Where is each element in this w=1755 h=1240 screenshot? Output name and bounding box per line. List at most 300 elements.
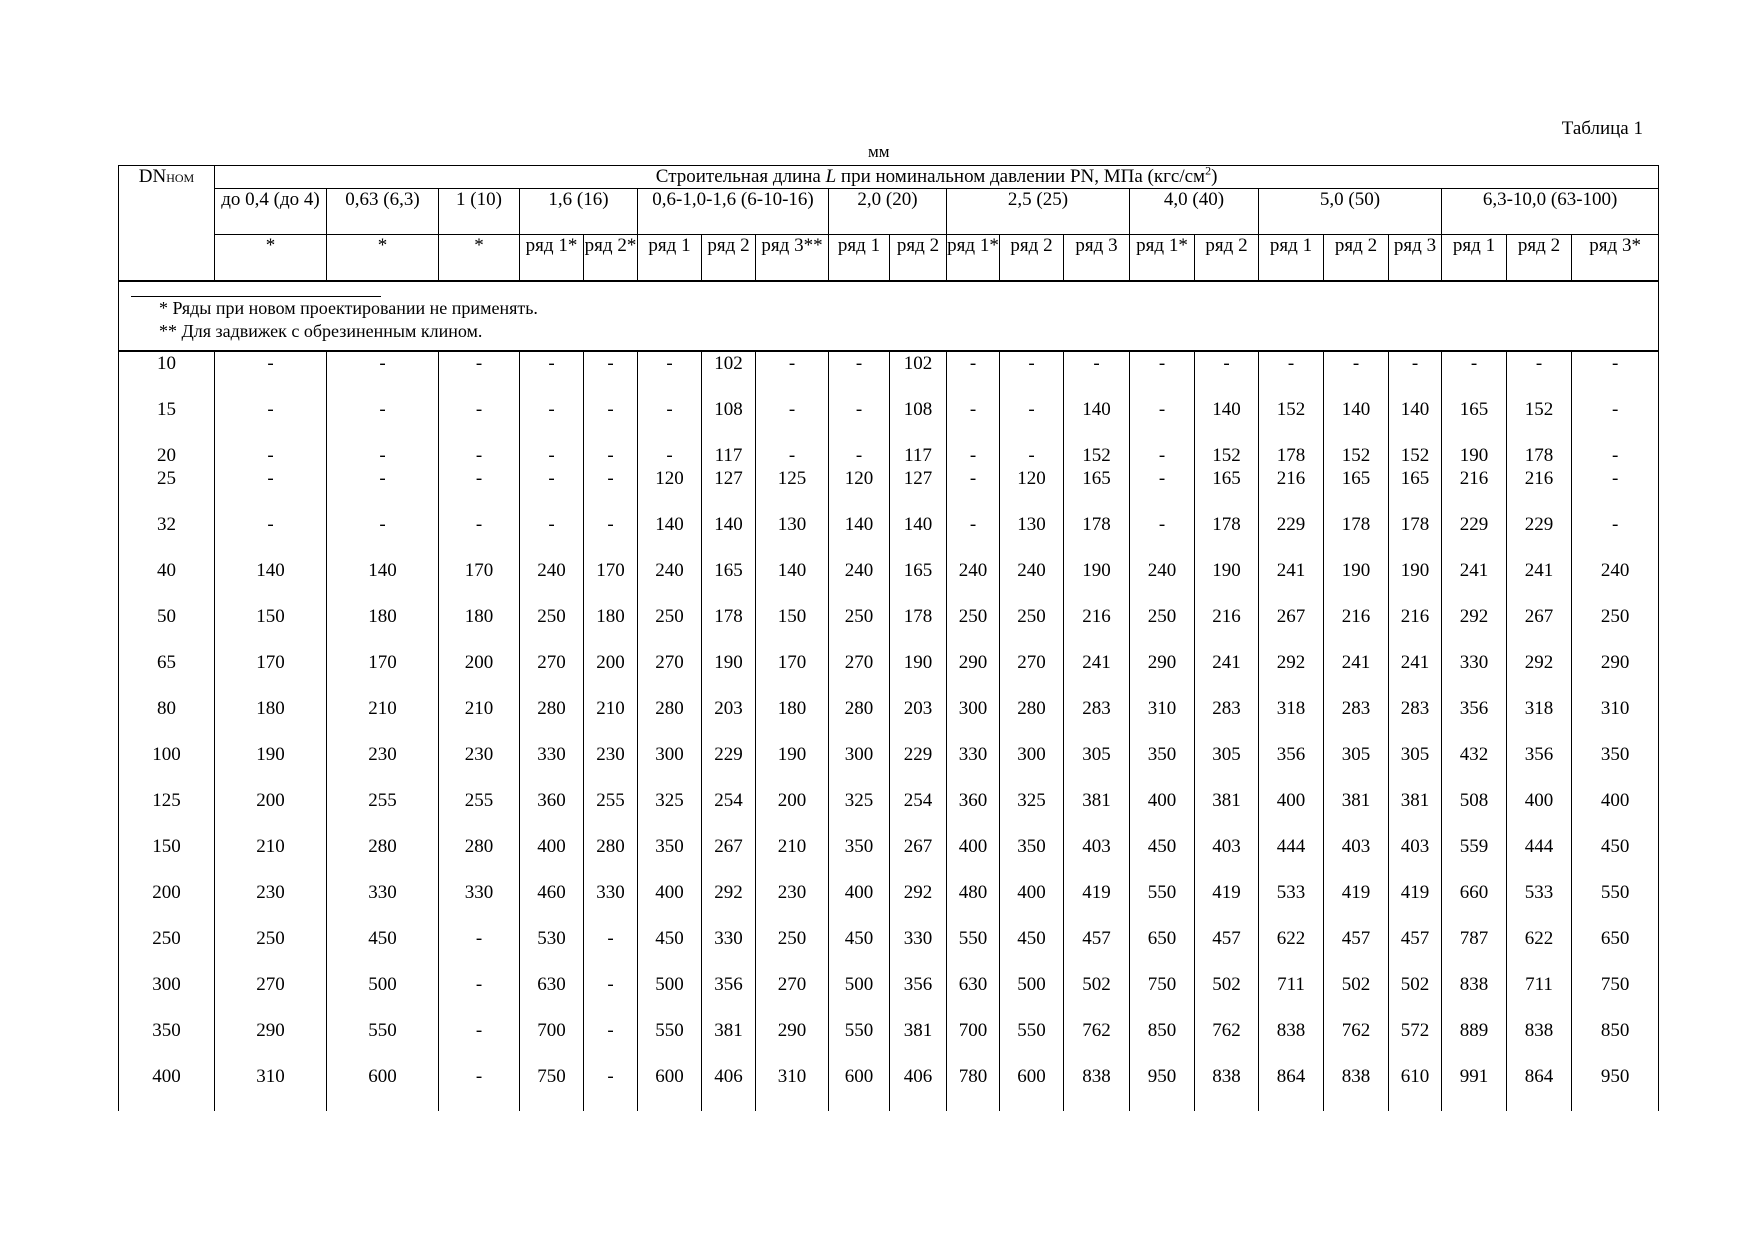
footnote-1: * Ряды при новом проектировании не применять. [159, 297, 538, 318]
row-series-header: ряд 2 [1507, 235, 1572, 281]
pressure-group-header: 5,0 (50) [1259, 189, 1442, 235]
length-cell: 140 [1064, 398, 1130, 444]
length-cell: 559 [1442, 835, 1507, 881]
length-cell: 140 [1195, 398, 1259, 444]
length-cell: 165 [1442, 398, 1507, 444]
length-cell: - [1572, 467, 1659, 513]
length-cell: 290 [215, 1019, 327, 1065]
length-cell: - [1259, 351, 1324, 398]
length-cell: 350 [829, 835, 890, 881]
length-cell: - [947, 467, 1000, 513]
length-cell: 216 [1064, 605, 1130, 651]
length-cell: 310 [756, 1065, 829, 1111]
length-cell: 419 [1389, 881, 1442, 927]
length-cell: - [1130, 351, 1195, 398]
length-cell: 838 [1259, 1019, 1324, 1065]
length-cell: 850 [1130, 1019, 1195, 1065]
length-cell: 457 [1324, 927, 1389, 973]
length-cell: 170 [756, 651, 829, 697]
length-cell: 400 [947, 835, 1000, 881]
pressure-header-row [119, 189, 1659, 235]
row-series-header: ряд 2 [1000, 235, 1064, 281]
pressure-group-header: 2,0 (20) [829, 189, 947, 235]
length-cell: 102 [702, 351, 756, 398]
dn-cell: 80 [119, 697, 215, 743]
row-series-header: ряд 2 [890, 235, 947, 281]
length-cell: - [1130, 398, 1195, 444]
length-cell: 450 [327, 927, 439, 973]
table-row [119, 559, 1659, 605]
length-cell: 502 [1064, 973, 1130, 1019]
length-cell: 255 [584, 789, 638, 835]
length-cell: 310 [1572, 697, 1659, 743]
length-cell: - [947, 444, 1000, 467]
length-cell: 622 [1259, 927, 1324, 973]
length-cell: 381 [1389, 789, 1442, 835]
table-row [119, 605, 1659, 651]
dn-cell: 32 [119, 513, 215, 559]
length-cell: 200 [584, 651, 638, 697]
length-cell: - [1572, 351, 1659, 398]
length-cell: 190 [890, 651, 947, 697]
length-cell: 450 [1572, 835, 1659, 881]
length-cell: 750 [1572, 973, 1659, 1019]
length-cell: 190 [756, 743, 829, 789]
length-cell: 550 [1000, 1019, 1064, 1065]
length-cell: 330 [327, 881, 439, 927]
length-cell: - [1130, 513, 1195, 559]
length-cell: - [1572, 398, 1659, 444]
dn-cell: 15 [119, 398, 215, 444]
dn-cell: 100 [119, 743, 215, 789]
length-cell: - [1000, 398, 1064, 444]
length-cell: 280 [584, 835, 638, 881]
length-cell: 360 [520, 789, 584, 835]
length-cell: 200 [756, 789, 829, 835]
length-cell: 502 [1324, 973, 1389, 1019]
length-cell: 400 [520, 835, 584, 881]
length-cell: 300 [1000, 743, 1064, 789]
length-cell: 230 [584, 743, 638, 789]
length-cell: 530 [520, 927, 584, 973]
row-series-header: ряд 1 [638, 235, 702, 281]
length-cell: 140 [890, 513, 947, 559]
length-cell: 178 [1195, 513, 1259, 559]
row-series-header: ряд 1* [947, 235, 1000, 281]
length-cell: 280 [327, 835, 439, 881]
length-cell: - [638, 351, 702, 398]
length-cell: 381 [1195, 789, 1259, 835]
length-cell: 450 [1130, 835, 1195, 881]
length-cell: 356 [1259, 743, 1324, 789]
length-cell: 292 [1442, 605, 1507, 651]
table-row [119, 351, 1659, 398]
dn-cell: 20 [119, 444, 215, 467]
length-cell: 255 [327, 789, 439, 835]
length-cell: - [584, 1065, 638, 1111]
length-cell: 270 [520, 651, 584, 697]
row-series-header: ряд 1* [520, 235, 584, 281]
length-cell: 533 [1259, 881, 1324, 927]
dn-cell: 200 [119, 881, 215, 927]
row-series-header: ряд 3 [1389, 235, 1442, 281]
length-cell: 165 [702, 559, 756, 605]
length-cell: 250 [1130, 605, 1195, 651]
length-cell: 267 [1259, 605, 1324, 651]
row-series-header: ряд 2 [1195, 235, 1259, 281]
length-cell: 270 [215, 973, 327, 1019]
length-cell: 450 [1000, 927, 1064, 973]
length-cell: 200 [215, 789, 327, 835]
dn-cell: 25 [119, 467, 215, 513]
dn-cell: 350 [119, 1019, 215, 1065]
length-cell: 283 [1324, 697, 1389, 743]
pressure-group-header: 1 (10) [439, 189, 520, 235]
length-cell: 711 [1259, 973, 1324, 1019]
pressure-group-header: 0,6-1,0-1,6 (6-10-16) [638, 189, 829, 235]
length-cell: 152 [1064, 444, 1130, 467]
length-cell: - [584, 927, 638, 973]
length-cell: - [327, 444, 439, 467]
length-cell: 127 [890, 467, 947, 513]
length-cell: 180 [215, 697, 327, 743]
length-cell: 850 [1572, 1019, 1659, 1065]
dn-cell: 150 [119, 835, 215, 881]
row-series-header: ряд 3** [756, 235, 829, 281]
length-cell: 292 [890, 881, 947, 927]
length-cell: 350 [1572, 743, 1659, 789]
length-cell: 290 [1130, 651, 1195, 697]
length-cell: - [439, 398, 520, 444]
length-cell: 381 [702, 1019, 756, 1065]
length-cell: 572 [1389, 1019, 1442, 1065]
length-cell: 838 [1324, 1065, 1389, 1111]
length-cell: 502 [1389, 973, 1442, 1019]
length-cell: 330 [702, 927, 756, 973]
length-cell: - [829, 351, 890, 398]
length-cell: 305 [1064, 743, 1130, 789]
length-cell: 250 [756, 927, 829, 973]
length-cell: - [947, 513, 1000, 559]
length-cell: 178 [702, 605, 756, 651]
length-cell: 240 [829, 559, 890, 605]
length-cell: 229 [890, 743, 947, 789]
length-cell: 283 [1064, 697, 1130, 743]
length-cell: 150 [756, 605, 829, 651]
length-cell: 550 [638, 1019, 702, 1065]
length-cell: 152 [1507, 398, 1572, 444]
length-cell: - [1389, 351, 1442, 398]
length-cell: 152 [1389, 444, 1442, 467]
length-cell: 762 [1324, 1019, 1389, 1065]
length-cell: 216 [1195, 605, 1259, 651]
length-cell: 216 [1259, 467, 1324, 513]
length-cell: 270 [638, 651, 702, 697]
length-cell: - [215, 444, 327, 467]
row-series-header: * [327, 235, 439, 281]
dn-cell: 300 [119, 973, 215, 1019]
length-cell: 325 [829, 789, 890, 835]
table-row [119, 651, 1659, 697]
dn-cell: 400 [119, 1065, 215, 1111]
length-cell: 650 [1130, 927, 1195, 973]
length-cell: 502 [1195, 973, 1259, 1019]
length-cell: 140 [756, 559, 829, 605]
dn-cell: 40 [119, 559, 215, 605]
length-cell: 250 [1000, 605, 1064, 651]
length-cell: 550 [829, 1019, 890, 1065]
row-series-header: ряд 2 [1324, 235, 1389, 281]
length-cell: 400 [829, 881, 890, 927]
length-cell: - [439, 513, 520, 559]
table-row [119, 789, 1659, 835]
length-cell: - [327, 398, 439, 444]
dn-cell: 65 [119, 651, 215, 697]
length-cell: 140 [1389, 398, 1442, 444]
length-cell: - [1442, 351, 1507, 398]
length-cell: - [439, 467, 520, 513]
length-cell: 406 [702, 1065, 756, 1111]
length-cell: - [584, 398, 638, 444]
length-cell: 254 [890, 789, 947, 835]
length-cell: 450 [829, 927, 890, 973]
length-cell: - [947, 351, 1000, 398]
length-cell: 419 [1195, 881, 1259, 927]
length-cell: 170 [215, 651, 327, 697]
length-cell: 403 [1195, 835, 1259, 881]
length-cell: - [215, 467, 327, 513]
length-cell: 190 [1195, 559, 1259, 605]
pressure-group-header: 2,5 (25) [947, 189, 1130, 235]
length-cell: - [584, 1019, 638, 1065]
length-cell: 230 [215, 881, 327, 927]
dn-cell: 125 [119, 789, 215, 835]
length-cell: 210 [756, 835, 829, 881]
length-cell: 550 [1130, 881, 1195, 927]
footnotes-row [119, 281, 1659, 351]
length-cell: 711 [1507, 973, 1572, 1019]
length-cell: 991 [1442, 1065, 1507, 1111]
length-cell: 400 [1130, 789, 1195, 835]
length-cell: 254 [702, 789, 756, 835]
table-row [119, 467, 1659, 513]
length-cell: 203 [702, 697, 756, 743]
length-cell: 508 [1442, 789, 1507, 835]
length-cell: 305 [1324, 743, 1389, 789]
length-cell: - [327, 513, 439, 559]
row-series-header: ряд 1 [1259, 235, 1324, 281]
length-cell: - [756, 398, 829, 444]
length-cell: 240 [1572, 559, 1659, 605]
length-cell: - [1130, 467, 1195, 513]
length-cell: - [584, 467, 638, 513]
length-cell: 140 [638, 513, 702, 559]
length-cell: - [520, 513, 584, 559]
length-cell: 950 [1572, 1065, 1659, 1111]
length-cell: 292 [1507, 651, 1572, 697]
length-cell: 533 [1507, 881, 1572, 927]
length-cell: 165 [1324, 467, 1389, 513]
length-cell: 152 [1259, 398, 1324, 444]
length-cell: 130 [756, 513, 829, 559]
pressure-group-header: до 0,4 (до 4) [215, 189, 327, 235]
length-cell: 356 [1507, 743, 1572, 789]
length-cell: - [1324, 351, 1389, 398]
table-row [119, 1065, 1659, 1111]
length-cell: 108 [702, 398, 756, 444]
length-cell: 241 [1324, 651, 1389, 697]
length-cell: 165 [1064, 467, 1130, 513]
length-cell: 500 [829, 973, 890, 1019]
length-cell: 310 [1130, 697, 1195, 743]
table-row [119, 881, 1659, 927]
length-cell: 190 [1389, 559, 1442, 605]
length-cell: 250 [520, 605, 584, 651]
length-cell: 127 [702, 467, 756, 513]
length-cell: - [1507, 351, 1572, 398]
length-cell: 150 [215, 605, 327, 651]
length-cell: - [439, 1019, 520, 1065]
length-cell: 864 [1259, 1065, 1324, 1111]
length-cell: - [215, 351, 327, 398]
length-cell: 330 [520, 743, 584, 789]
length-cell: 267 [702, 835, 756, 881]
length-cell: 140 [829, 513, 890, 559]
length-cell: 290 [1572, 651, 1659, 697]
length-cell: - [520, 351, 584, 398]
row-series-header: * [439, 235, 520, 281]
table-caption: Таблица 1 [1561, 118, 1643, 139]
length-cell: 318 [1259, 697, 1324, 743]
length-cell: 950 [1130, 1065, 1195, 1111]
length-cell: 210 [584, 697, 638, 743]
length-cell: 267 [1507, 605, 1572, 651]
length-cell: 117 [702, 444, 756, 467]
length-cell: 300 [947, 697, 1000, 743]
length-cell: 120 [1000, 467, 1064, 513]
length-cell: 600 [638, 1065, 702, 1111]
length-cell: 241 [1389, 651, 1442, 697]
length-cell: 838 [1195, 1065, 1259, 1111]
length-cell: 283 [1389, 697, 1442, 743]
length-cell: - [327, 351, 439, 398]
length-cell: - [439, 444, 520, 467]
table-row [119, 927, 1659, 973]
length-cell: 381 [890, 1019, 947, 1065]
row-series-header: ряд 1 [829, 235, 890, 281]
length-cell: - [756, 444, 829, 467]
length-cell: 457 [1064, 927, 1130, 973]
length-cell: - [439, 973, 520, 1019]
length-cell: 216 [1442, 467, 1507, 513]
length-cell: - [439, 351, 520, 398]
length-cell: 255 [439, 789, 520, 835]
length-cell: 550 [947, 927, 1000, 973]
table-row [119, 973, 1659, 1019]
length-cell: 403 [1324, 835, 1389, 881]
length-cell: - [520, 467, 584, 513]
length-cell: 229 [1259, 513, 1324, 559]
length-cell: - [439, 1065, 520, 1111]
length-cell: 610 [1389, 1065, 1442, 1111]
length-cell: 210 [327, 697, 439, 743]
length-cell: 356 [702, 973, 756, 1019]
length-cell: 305 [1195, 743, 1259, 789]
length-cell: 300 [829, 743, 890, 789]
length-cell: 270 [1000, 651, 1064, 697]
length-cell: 600 [829, 1065, 890, 1111]
length-cell: - [439, 927, 520, 973]
length-cell: 152 [1324, 444, 1389, 467]
length-cell: 762 [1064, 1019, 1130, 1065]
length-cell: 292 [702, 881, 756, 927]
length-cell: 203 [890, 697, 947, 743]
length-cell: 318 [1507, 697, 1572, 743]
length-cell: 300 [638, 743, 702, 789]
length-cell: 356 [1442, 697, 1507, 743]
length-cell: 120 [638, 467, 702, 513]
pressure-group-header: 6,3-10,0 (63-100) [1442, 189, 1659, 235]
length-cell: 140 [327, 559, 439, 605]
length-cell: - [520, 398, 584, 444]
length-cell: 360 [947, 789, 1000, 835]
length-cell: - [829, 444, 890, 467]
length-cell: 270 [756, 973, 829, 1019]
length-cell: 180 [584, 605, 638, 651]
length-cell: - [638, 398, 702, 444]
length-cell: 178 [1259, 444, 1324, 467]
length-cell: - [1000, 444, 1064, 467]
table-row [119, 835, 1659, 881]
length-cell: 350 [1130, 743, 1195, 789]
length-cell: 750 [520, 1065, 584, 1111]
length-cell: 170 [327, 651, 439, 697]
length-cell: 864 [1507, 1065, 1572, 1111]
length-cell: - [829, 398, 890, 444]
length-cell: - [215, 398, 327, 444]
length-cell: - [584, 973, 638, 1019]
length-cell: - [1130, 444, 1195, 467]
length-cell: 330 [439, 881, 520, 927]
header-row-1 [119, 166, 1659, 189]
length-cell: 280 [829, 697, 890, 743]
length-cell: 250 [829, 605, 890, 651]
length-cell: - [327, 467, 439, 513]
length-cell: 381 [1064, 789, 1130, 835]
length-cell: 140 [1324, 398, 1389, 444]
length-cell: 325 [1000, 789, 1064, 835]
length-cell: 267 [890, 835, 947, 881]
length-cell: 117 [890, 444, 947, 467]
row-series-header: ряд 1* [1130, 235, 1195, 281]
pressure-group-header: 0,63 (6,3) [327, 189, 439, 235]
length-cell: 178 [890, 605, 947, 651]
length-cell: 600 [327, 1065, 439, 1111]
table-row [119, 1019, 1659, 1065]
length-cell: 170 [584, 559, 638, 605]
length-cell: - [1572, 513, 1659, 559]
dn-header: DNНОМ [119, 166, 215, 281]
length-cell: 403 [1064, 835, 1130, 881]
length-cell: - [1195, 351, 1259, 398]
row-series-header: ряд 1 [1442, 235, 1507, 281]
length-cell: 178 [1507, 444, 1572, 467]
length-cell: 838 [1064, 1065, 1130, 1111]
length-cell: 190 [1442, 444, 1507, 467]
length-cell: 310 [215, 1065, 327, 1111]
pressure-group-header: 1,6 (16) [520, 189, 638, 235]
length-cell: 229 [1507, 513, 1572, 559]
